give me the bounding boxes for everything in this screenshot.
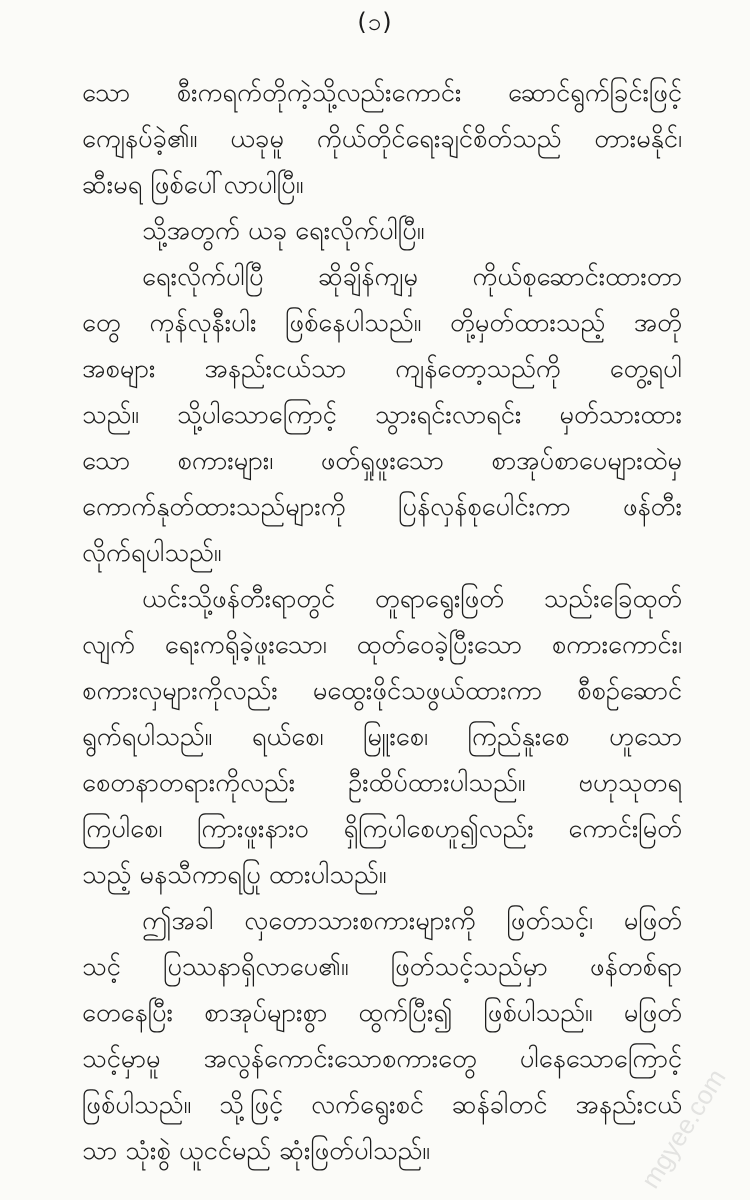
page-number: (၁)	[357, 8, 393, 36]
text-line: သာ သုံးစွဲ ယူငင်မည် ဆုံးဖြတ်ပါသည်။	[82, 1136, 430, 1166]
text-line: သော စီးကရက်တိုကဲ့သို့လည်းကောင်း ဆောင်ရွက်ခြင်းဖြင့်	[82, 78, 682, 108]
text-line: သင့်မှာမူ အလွန်ကောင်းသောစကားတွေ ပါနေသောကြောင့်	[82, 1044, 682, 1074]
text-line: သည်။ သို့ပါသောကြောင့် သွားရင်းလာရင်း မှတ်သားထား	[82, 400, 682, 430]
text-line: လျက် ရေးကရိုခဲ့ဖူးသော၊ ထုတ်ဝေခဲ့ပြီးသော စကားကောင်း၊	[82, 630, 682, 660]
text-line: ကောက်နုတ်ထားသည်များကို ပြန်လှန်စုပေါင်းကာ ဖန်တီး	[82, 492, 682, 522]
text-line: စေတနာတရားကိုလည်း ဦးထိပ်ထားပါသည်။ ဗဟုသုတရ	[82, 768, 682, 798]
text-line: သို့အတွက် ယခု ရေးလိုက်ပါပြီ။	[142, 216, 425, 246]
text-line: တွေ ကုန်လုနီးပါး ဖြစ်နေပါသည်။ တို့မှတ်ထားသည့် အတို	[82, 308, 682, 338]
text-line: သင့် ပြဿနာရှိလာပေ၏။ ဖြတ်သင့်သည်မှာ ဖန်တစ်ရာ	[82, 952, 682, 982]
text-line: တေနေပြီး စာအုပ်များစွာ ထွက်ပြီး၍ ဖြစ်ပါသည်။ မဖြတ်	[82, 998, 682, 1028]
text-line: အစများ အနည်းငယ်သာ ကျန်တော့သည်ကို တွေ့ရပါ	[82, 354, 682, 384]
text-line: ဖြစ်ပါသည်။ သို့ဖြင့် လက်ရွေးစင် ဆန်ခါတင် အနည်းငယ်	[82, 1090, 682, 1120]
text-line: သော စကားများ၊ ဖတ်ရှုဖူးသော စာအုပ်စာပေများထဲမှ	[82, 446, 682, 476]
text-line: ကျေနပ်ခဲ့၏။ ယခုမူ ကိုယ်တိုင်ရေးချင်စိတ်သည် တားမနိုင်၊	[82, 124, 682, 154]
body-text	[82, 70, 682, 1174]
text-line: ဤအခါ လှတောသားစကားများကို ဖြတ်သင့်၊ မဖြတ်	[142, 906, 682, 936]
text-line: ဆီးမရ ဖြစ်ပေါ်လာပါပြီ။	[82, 170, 304, 200]
watermark: mgyee.com	[634, 1063, 732, 1194]
text-line: စကားလှများကိုလည်း မထွေးဖိုင်သဖွယ်ထားကာ စီစဉ်ဆောင်	[82, 676, 682, 706]
text-line: လိုက်ရပါသည်။	[82, 538, 222, 568]
text-line: ကြပါစေ၊ ကြားဖူးနားဝ ရှိကြပါစေဟူ၍လည်း ကောင်းမြတ်	[82, 814, 682, 844]
text-line: သည့် မနသီကာရပြု ထားပါသည်။	[82, 860, 387, 890]
text-line: ရွက်ရပါသည်။ ရယ်စေ၊ မြူးစေ၊ ကြည်နူးစေ ဟူသော	[82, 722, 682, 752]
text-line: ရေးလိုက်ပါပြီ ဆိုချိန်ကျမှ ကိုယ်စုဆောင်းထားတာ	[142, 262, 682, 292]
text-line: ယင်းသို့ဖန်တီးရာတွင် တူရာရွေးဖြတ် သည်းခြေထုတ်	[142, 584, 682, 614]
